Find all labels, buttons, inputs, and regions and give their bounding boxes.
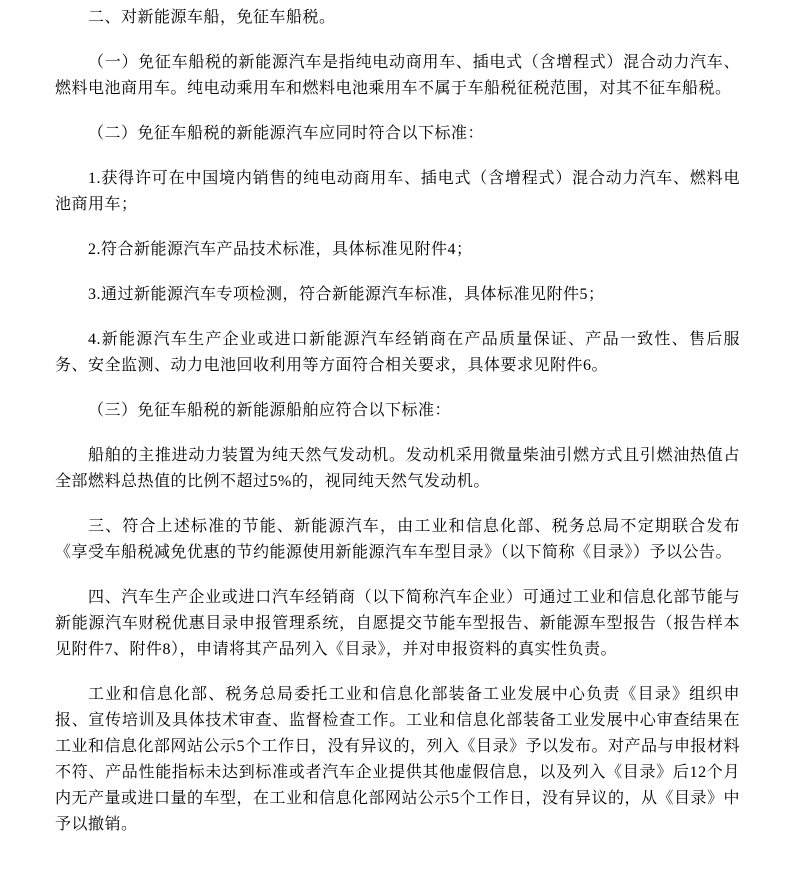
paragraph-item-3-catalogue: 三、符合上述标准的节能、新能源汽车，由工业和信息化部、税务总局不定期联合发布《享受车船税减免优惠的节约能源使用新能源汽车车型目录》（以下简称《目录》）予以公告。: [55, 518, 740, 561]
paragraph-item-4-application: 四、汽车生产企业或进口汽车经销商（以下简称汽车企业）可通过工业和信息化部节能与新能源汽车财税优惠目录申报管理系统，自愿提交节能车型报告、新能源车型报告（报告样本见附件7、附件8），申请将其产品列入《目录》，并对申报资料的真实性负责。: [55, 589, 740, 658]
paragraph-review-process: 工业和信息化部、税务总局委托工业和信息化部装备工业发展中心负责《目录》组织申报、宣传培训及具体技术审查、监督检查工作。工业和信息化部装备工业发展中心审查结果在工业和信息化部网站公示5个工作日，没有异议的，列入《目录》予以发布。对产品与申报材料不符、产品性能指标未达到标准或者汽车企业提供其他虚假信息，以及列入《目录》后12个月内无产量或进口量的车型，在工业和信息化部网站公示5个工作日，没有异议的，从《目录》中予以撤销。: [55, 686, 741, 833]
paragraph-standard-1: 1.获得许可在中国境内销售的纯电动商用车、插电式（含增程式）混合动力汽车、燃料电池商用车；: [55, 170, 740, 213]
paragraph-item-2-heading: 二、对新能源车船，免征车船税。: [88, 9, 336, 26]
paragraph-section-1: （一）免征车船税的新能源汽车是指纯电动商用车、插电式（含增程式）混合动力汽车、燃料电池商用车。纯电动乘用车和燃料电池乘用车不属于车船税征税范围，对其不征车船税。: [55, 54, 740, 97]
paragraph-standard-3: 3.通过新能源汽车专项检测，符合新能源汽车标准，具体标准见附件5；: [88, 286, 605, 303]
paragraph-standard-4: 4.新能源汽车生产企业或进口新能源汽车经销商在产品质量保证、产品一致性、售后服务、安全监测、动力电池回收利用等方面符合相关要求，具体要求见附件6。: [55, 331, 740, 374]
paragraph-section-3: （三）免征车船税的新能源船舶应符合以下标准：: [88, 402, 452, 419]
paragraph-ship-standard: 船舶的主推进动力装置为纯天然气发动机。发动机采用微量柴油引燃方式且引燃油热值占全部燃料总热值的比例不超过5%的，视同纯天然气发动机。: [55, 447, 740, 490]
paragraph-section-2: （二）免征车船税的新能源汽车应同时符合以下标准：: [88, 125, 485, 142]
paragraph-standard-2: 2.符合新能源汽车产品技术标准，具体标准见附件4；: [88, 241, 473, 258]
